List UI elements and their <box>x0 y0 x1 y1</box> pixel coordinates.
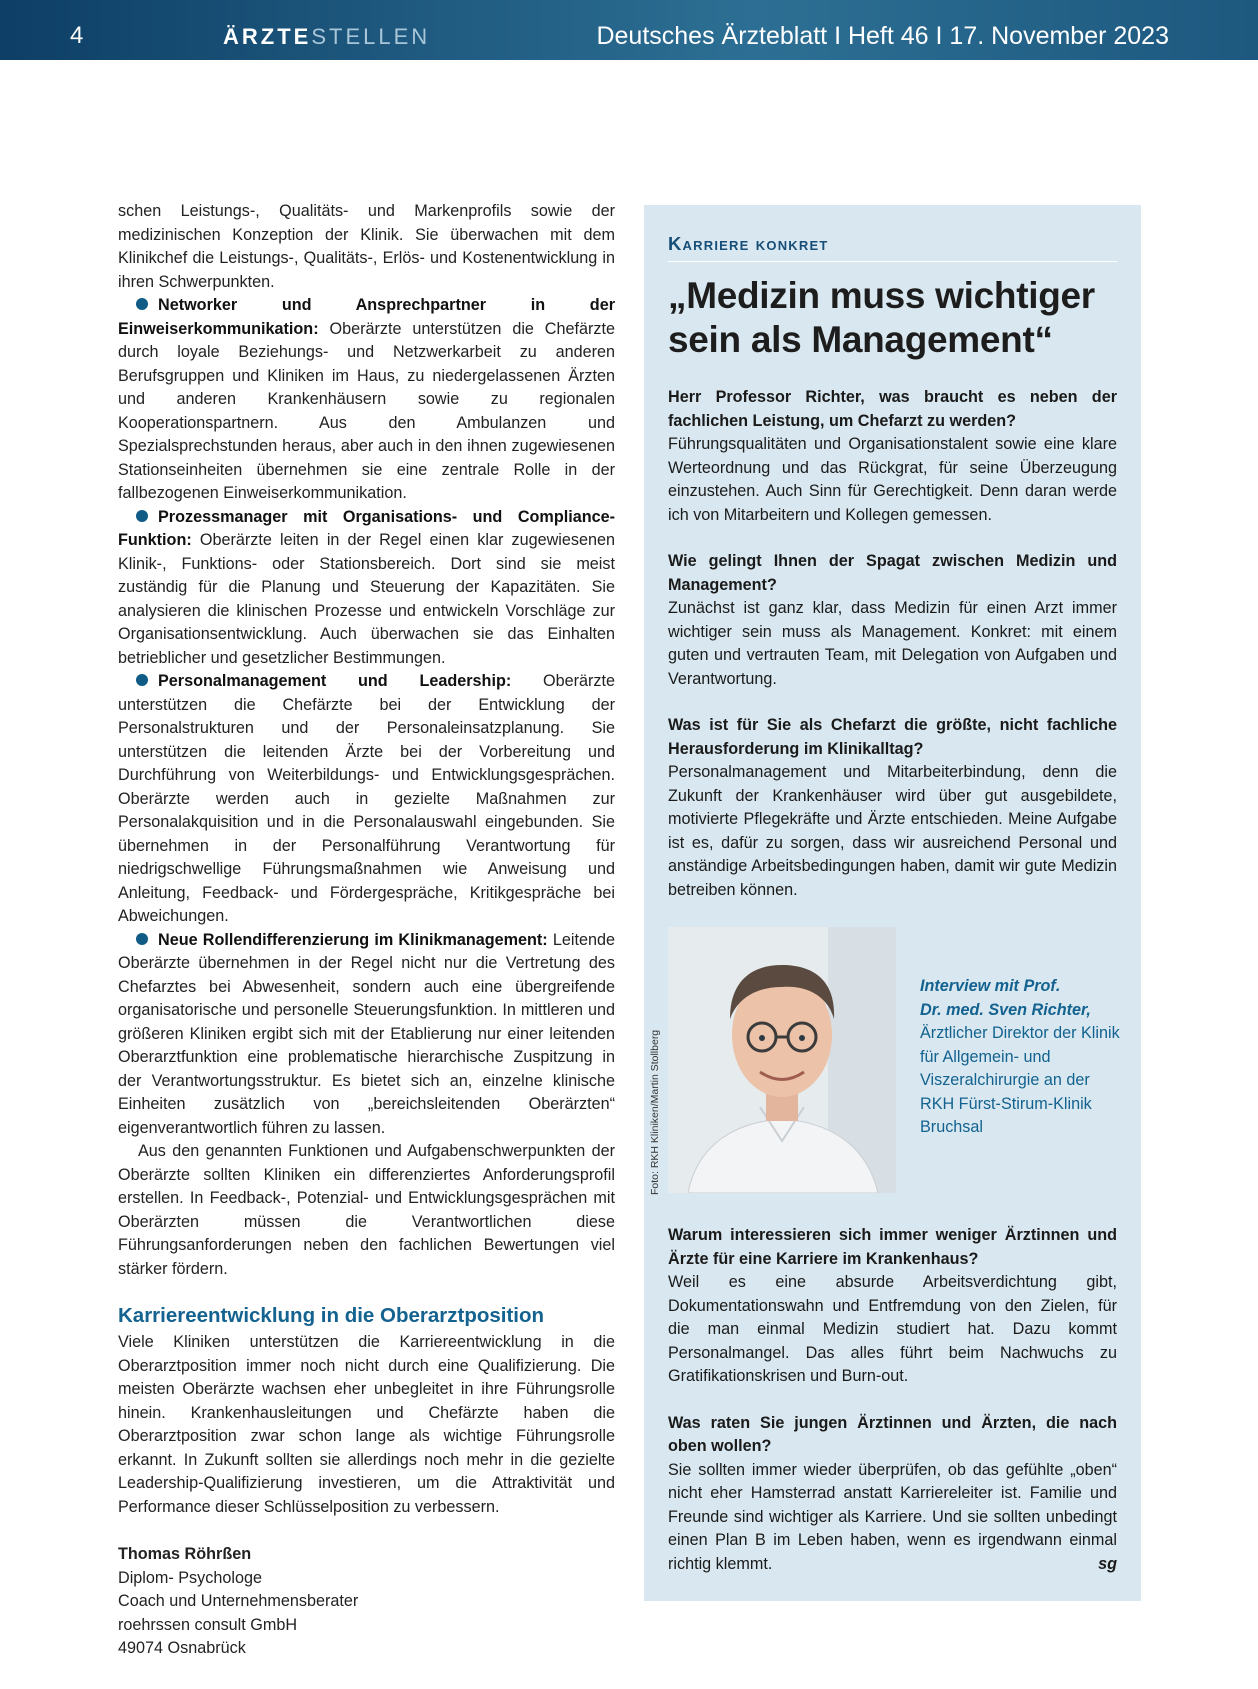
bullet-title: Personalmanagement und Leadership: <box>158 672 512 690</box>
paragraph-anforderungsprofil: Aus den genannten Funktionen und Aufgabenschwerpunkten der Oberärzte sollten Kliniken ein differenziertes Anforderungsprofil erstellen. In Feedback-, Potenzial- und Entwicklungsgesprächen mit Oberärzten müssen die Verantwortlichen diese Führungsanforderungen neben den fachlichen Bewertungen viel stärker fördern. <box>118 1142 615 1278</box>
bullet-rollendifferenzierung <box>118 929 615 1141</box>
qa-block <box>668 714 1117 902</box>
issue-info: Deutsches Ärzteblatt I Heft 46 I 17. November 2023 <box>596 22 1169 50</box>
answer: Zunächst ist ganz klar, dass Medizin für einen Arzt immer wichtiger sein muss als Management. Konkret: mit einem guten und vertrauten Team, mit Delegation von Aufgaben und Verantwortung. <box>668 599 1117 688</box>
main-article-column <box>118 200 615 1661</box>
bullet-dot-icon <box>136 298 148 310</box>
answer-text: Sie sollten immer wieder überprüfen, ob das gefühlte „oben“ nicht eher Hamsterrad anstatt Karriereleiter ist. Familie und Freunde sind wichtiger als Karriere. Und sie sollten unbedingt einen Plan B im Leben haben, wenn es irgendwann einmal richtig klemmt. <box>668 1460 1117 1573</box>
caption-intro: Interview mit Prof. <box>920 977 1061 995</box>
bullet-text: Oberärzte leiten in der Regel einen klar zugewiesenen Klinik-, Funktions- oder Stationsbereich. Dort sind sie meist zuständig für die Planung und Steuerung der Kapazitäten. Sie analysieren die klinischen Prozesse und entwickeln Vorschläge zur Organisationsentwicklung. Auch überwachen sie das Einhalten betrieblicher und gesetzlicher Bestimmungen. <box>118 531 615 667</box>
interview-headline: „Medizin muss wichtiger sein als Management“ <box>668 275 1095 360</box>
bullet-text: Oberärzte unterstützen die Chefärzte bei der Entwicklung der Personalstrukturen und der Personaleinsatzplanung. Sie unterstützen die leitenden Ärzte bei der Vorbereitung und Durchführung von Weiterbildungs- und Entwicklungsgesprächen. Oberärzte werden auch in gezielte Maßnahmen zur Personalakquisition und in die Personalauswahl eingebunden. Sie übernehmen in der Personalführung Verantwortung für niedrigschwellige Führungsmaßnahmen wie Anweisung und Anleitung, Feedback- und Fördergespräche, Kritikgespräche bei Abweichungen. <box>118 672 615 925</box>
brand-part-2: STELLEN <box>311 24 431 49</box>
bullet-title: Neue Rollendifferenzierung im Klinikmanagement: <box>158 930 548 949</box>
bullet-dot-icon <box>136 933 148 945</box>
author-city: 49074 Osnabrück <box>118 1639 246 1657</box>
bullet-title: Prozessmanager mit Organisations- und Compliance-Funktion: <box>118 507 615 549</box>
header-bar <box>0 0 1258 60</box>
interview-bottom <box>668 1224 1117 1576</box>
bullet-dot-icon <box>136 674 148 686</box>
bullet-title: Networker und Ansprechpartner in der Einweiserkommunikation: <box>118 296 615 338</box>
intro-paragraph: schen Leistungs-, Qualitäts- und Markenprofils sowie der medizinischen Konzeption der Klinik. Sie überwachen mit dem Klinikchef die Leistungs-, Qualitäts-, Erlös- und Kostenentwicklung in ihren Schwerpunkten. <box>118 202 615 291</box>
answer: Führungsqualitäten und Organisationstalent sowie eine klare Werteordnung und das Rückgrat, für seine Überzeugung einzustehen. Auch Sinn für Gerechtigkeit. Denn daran werde ich von Mitarbeitern und Kollegen gemessen. <box>668 435 1117 524</box>
photo-caption <box>920 975 1120 1140</box>
author-company: roehrssen consult GmbH <box>118 1615 298 1634</box>
brand-part-1: ÄRZTE <box>223 24 312 49</box>
qa-block <box>668 1224 1117 1389</box>
page-number: 4 <box>70 22 84 49</box>
author-title: Diplom- Psychologe <box>118 1568 262 1587</box>
qa-block <box>668 550 1117 691</box>
box-kicker: Karriere konkret <box>668 233 1117 262</box>
interview-box <box>644 205 1141 1601</box>
question: Herr Professor Richter, was braucht es neben der fachlichen Leistung, um Chefarzt zu werden? <box>668 388 1117 430</box>
qa-block <box>668 1412 1117 1577</box>
author-name: Thomas Röhrßen <box>118 1545 252 1563</box>
bullet-dot-icon <box>136 510 148 522</box>
photo-credit: Foto: RKH Kliniken/Martin Stollberg <box>649 1029 661 1195</box>
bullet-networker <box>118 294 615 506</box>
bullet-personalmanagement <box>118 670 615 929</box>
author-block <box>118 1543 615 1661</box>
bullet-prozessmanager <box>118 506 615 671</box>
author-signature: sg <box>1098 1554 1117 1573</box>
answer <box>668 1459 1117 1577</box>
paragraph-karriereentwicklung: Viele Kliniken unterstützen die Karriereentwicklung in die Oberarztposition immer noch nicht durch eine Qualifizierung. Die meisten Oberärzte wachsen eher unbegleitet in ihre Führungsrolle hinein. Krankenhausleitungen und Chefärzte haben die Oberarztposition zwar schon lange als wichtige Führungsrolle erkannt. In Zukunft sollten sie allerdings noch mehr in die gezielte Leadership-Qualifizierung investieren, um die Attraktivität und Performance dieser Schlüsselposition zu verbessern. <box>118 1333 615 1516</box>
portrait-photo <box>668 927 896 1193</box>
bullet-text: Leitende Oberärzte übernehmen in der Regel nicht nur die Vertretung des Chefarztes bei Abwesenheit, sondern auch eine übergreifende organisatorische und personelle Steuerungsfunktion. In mittleren und größeren Kliniken ergibt sich mit der Etablierung nur einer leitenden Oberarztfunktion eine problematische hierarchische Zuspitzung in der Verantwortungsstruktur. Es bietet sich an, einzelne klinische Einheiten zusätzlich von „bereichsleitenden Oberärzten“ eigenverantwortlich führen zu lassen. <box>118 930 615 1137</box>
question: Warum interessieren sich immer weniger Ärztinnen und Ärzte für eine Karriere im Krankenhaus? <box>668 1226 1117 1268</box>
section-heading: Karriereentwicklung in die Oberarztposition <box>118 1304 545 1327</box>
caption-name: Dr. med. Sven Richter, <box>920 1000 1091 1019</box>
bullet-text: Oberärzte unterstützen die Chefärzte durch loyale Beziehungs- und Netzwerkarbeit zu anderen Berufsgruppen und Kliniken im Haus, zu niedergelassenen Ärzten und anderen Krankenhäusern sowie zu regionalen Kooperationspartnern. Aus den Ambulanzen und Spezialsprechstunden heraus, aber auch in den ihnen zugewiesenen Stationseinheiten übernehmen sie eine zentrale Rolle in der fallbezogenen Einweiserkommunikation. <box>118 319 615 502</box>
question: Wie gelingt Ihnen der Spagat zwischen Medizin und Management? <box>668 552 1117 594</box>
question: Was raten Sie jungen Ärztinnen und Ärzten, die nach oben wollen? <box>668 1413 1117 1455</box>
portrait-illustration <box>668 927 896 1193</box>
qa-block <box>668 386 1117 527</box>
question: Was ist für Sie als Chefarzt die größte, nicht fachliche Herausforderung im Klinikalltag? <box>668 716 1117 758</box>
caption-role: Ärztlicher Direktor der Klinik für Allgemein- und Viszeralchirurgie an der RKH Fürst-Stirum-Klinik Bruchsal <box>920 1024 1120 1136</box>
author-role: Coach und Unternehmensberater <box>118 1592 359 1610</box>
interview-top <box>668 233 1117 902</box>
answer: Personalmanagement und Mitarbeiterbindung, denn die Zukunft der Krankenhäuser wird über gut ausgebildete, motivierte Pflegekräfte und Ärzte entschieden. Meine Aufgabe ist es, dafür zu sorgen, dass wir ausreichend Personal und anständige Arbeitsbedingungen haben, damit wir gute Medizin betreiben können. <box>668 763 1117 899</box>
answer: Weil es eine absurde Arbeitsverdichtung gibt, Dokumentationswahn und Entfremdung von den Zielen, für die man einmal Medizin studiert hat. Dazu kommt Personalmangel. Das alles führt beim Nachwuchs zu Gratifikationskrisen und Burn-out. <box>668 1273 1117 1385</box>
brand-logo <box>223 24 430 50</box>
